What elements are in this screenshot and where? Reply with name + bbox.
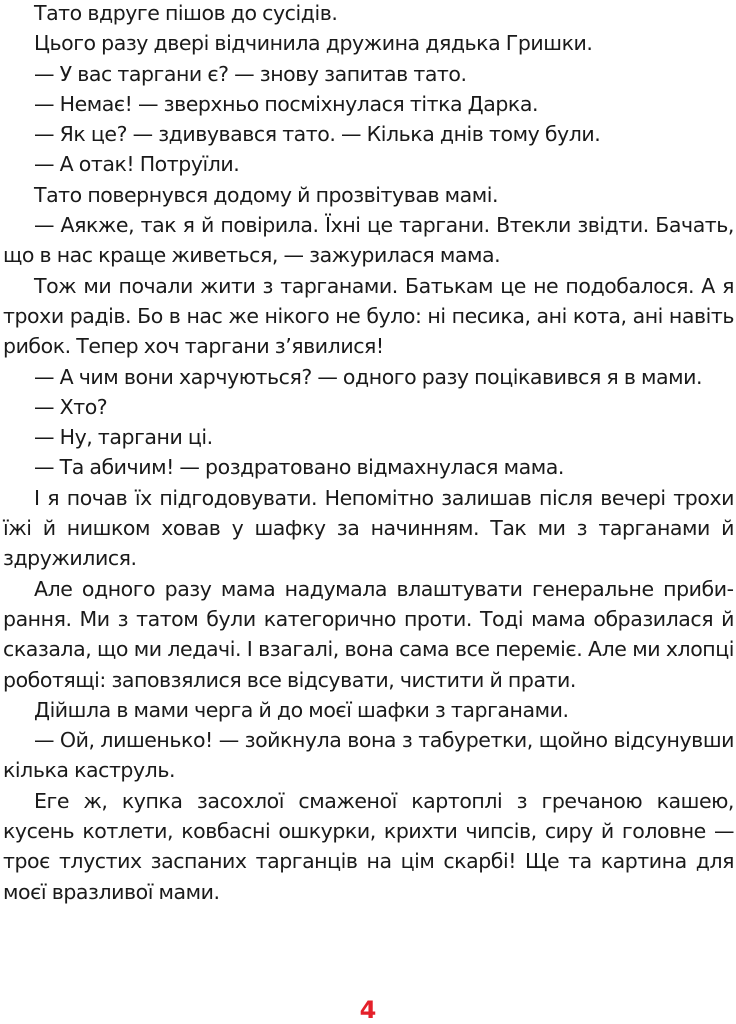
- paragraph-13: — Та абичим! — роздратовано відмахнулася мама.: [34, 455, 564, 480]
- paragraph-11: — Хто?: [34, 394, 108, 419]
- paragraph-8: — Аякже, так я й повірила. Їхні це таргани. Втекли звідти. Бачать, що в нас краще живеться, — зажурилася мама.: [3, 213, 734, 268]
- paragraph-10: — А чим вони харчуються? — одного разу поцікавився я в мами.: [34, 364, 703, 389]
- page-number: 4: [359, 996, 377, 1024]
- story-text: [3, 0, 734, 907]
- paragraph-6: — А отак! Потруїли.: [34, 152, 240, 177]
- paragraph-5: — Як це? — здивувався тато. — Кілька днів тому були.: [34, 122, 601, 147]
- paragraph-3: — У вас таргани є? — знову запитав тато.: [34, 61, 467, 86]
- paragraph-4: — Немає! — зверхньо посміхнулася тітка Дарка.: [34, 91, 539, 116]
- paragraph-14: І я почав їх підгодовувати. Непомітно залишав після вечері трохи їжі й нишком ховав у шафку за начинням. Так ми з тарганами й здружилися.: [3, 485, 734, 571]
- paragraph-18: Еге ж, купка засохлої смаженої картоплі з гречаною кашею, кусень котлети, ковбасні ошкурки, крихти чипсів, сиру й головне — троє тлустих заспаних тарганців на цім скарбі! Ще та картина для моєї вразливої мами.: [3, 788, 734, 904]
- paragraph-9: Тож ми почали жити з тарганами. Батькам це не подобалося. А я трохи радів. Бо в нас же нікого не було: ні песика, ані кота, ані навіть рибок. Тепер хоч таргани з’явилися!: [3, 273, 734, 359]
- paragraph-7: Тато повернувся додому й прозвітував мамі.: [34, 182, 499, 207]
- paragraph-16: Дійшла в мами черга й до моєї шафки з тарганами.: [34, 697, 569, 722]
- paragraph-17: — Ой, лишенько! — зойкнула вона з табуретки, щойно відсунувши кілька каструль.: [3, 728, 734, 783]
- paragraph-12: — Ну, таргани ці.: [34, 425, 213, 450]
- paragraph-1: Тато вдруге пішов до сусідів.: [34, 1, 338, 25]
- paragraph-15: Але одного разу мама надумала влаштувати генеральне прибирання. Ми з татом були категорично проти. Тоді мама образилася й сказала, що ми ледачі. І взагалі, вона сама все переміє. Але ми хлопці роботящі: заповзялися все відсувати, чистити й прати.: [3, 576, 734, 692]
- paragraph-2: Цього разу двері відчинила дружина дядька Гришки.: [34, 31, 593, 56]
